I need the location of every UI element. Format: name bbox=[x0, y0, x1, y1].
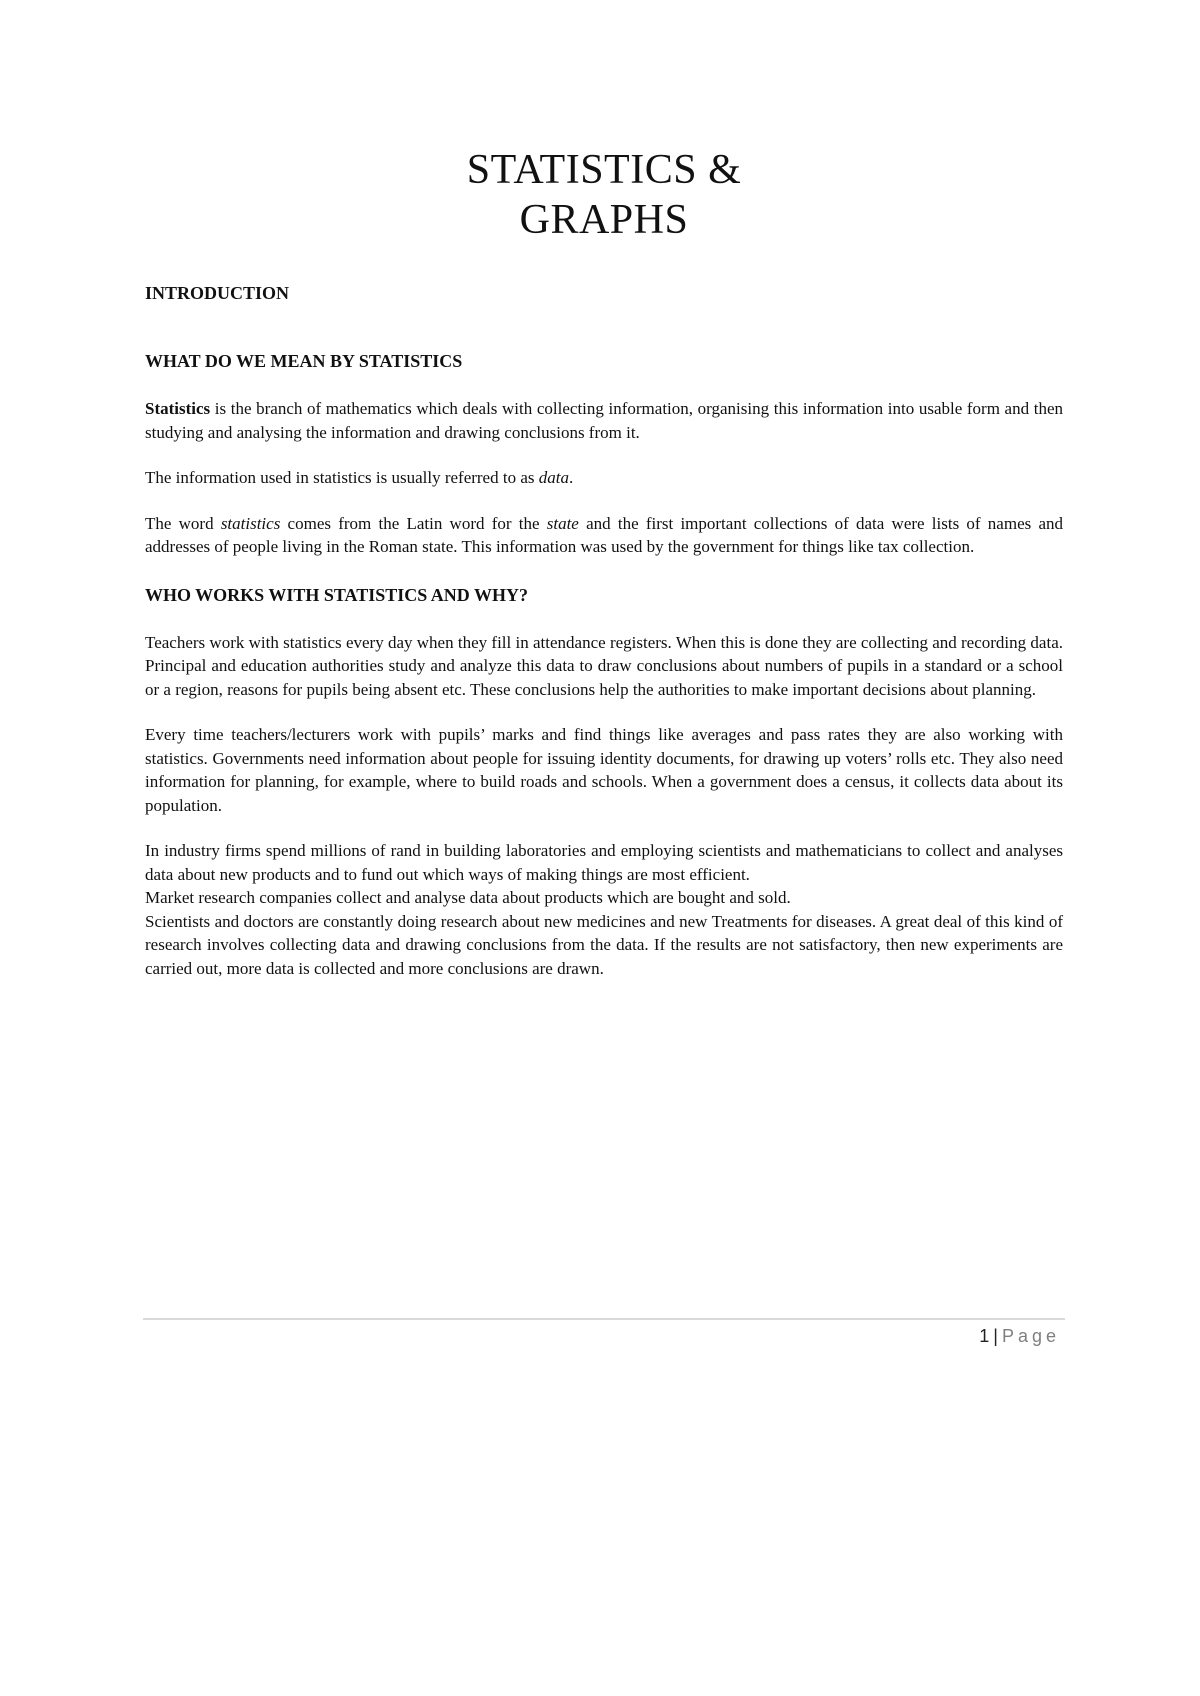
heading-who-works: WHO WORKS WITH STATISTICS AND WHY? bbox=[145, 584, 528, 605]
origin-text-a: The word bbox=[145, 513, 221, 533]
paragraph-industry bbox=[145, 839, 1063, 980]
origin-text-b: comes from the Latin word for the bbox=[280, 513, 547, 533]
heading-introduction: INTRODUCTION bbox=[145, 283, 290, 303]
paragraph-data bbox=[145, 466, 1063, 490]
term-state: state bbox=[546, 513, 579, 533]
definition-text: is the branch of mathematics which deals with collecting information, organising this information into usable form and then studying and analysing the information and drawing conclusions from it. bbox=[145, 399, 1063, 442]
page-word: Page bbox=[1001, 1326, 1060, 1346]
paragraph-origin bbox=[145, 512, 1063, 559]
page-number: 1 bbox=[979, 1326, 990, 1346]
page-separator: | bbox=[993, 1326, 998, 1346]
origin-text-c: and the first important collections of data were lists of names and addresses of people living in the Roman state. This information was used by the government for things like tax collection. bbox=[145, 513, 1063, 556]
title-line-1: STATISTICS & bbox=[466, 147, 742, 193]
page-number-footer bbox=[979, 1326, 1060, 1347]
footer-divider bbox=[143, 1318, 1065, 1320]
industry-line-1: In industry firms spend millions of rand in building laboratories and employing scientists and mathematicians to collect and analyses data about new products and to fund out which ways of making things are most efficient. bbox=[145, 841, 1063, 884]
paragraph-definition bbox=[145, 397, 1063, 444]
term-data: data bbox=[538, 468, 569, 487]
heading-what-do-we-mean: WHAT DO WE MEAN BY STATISTICS bbox=[145, 351, 463, 371]
document-title bbox=[145, 145, 1063, 245]
term-statistics: Statistics bbox=[145, 399, 211, 418]
term-statistics-italic: statistics bbox=[220, 513, 281, 533]
industry-line-2: Market research companies collect and analyse data about products which are bought and sold. bbox=[145, 888, 791, 907]
document-page bbox=[145, 145, 1063, 980]
data-text-after: . bbox=[568, 468, 574, 487]
paragraph-teachers: Teachers work with statistics every day when they fill in attendance registers. When this is done they are collecting and recording data. Principal and education authorities study and analyze this data to draw conclusions about numbers of pupils in a standard or a school or a region, reasons for pupils being absent etc. These conclusions help the authorities to make important decisions about planning. bbox=[145, 632, 1063, 699]
paragraph-governments: Every time teachers/lecturers work with pupils’ marks and find things like averages and pass rates they are also working with statistics. Governments need information about people for issuing identity documents, for drawing up voters’ rolls etc. They also need information for planning, for example, where to build roads and schools. When a government does a census, it collects data about its population. bbox=[145, 725, 1063, 815]
data-text-before: The information used in statistics is usually referred to as bbox=[145, 468, 539, 487]
industry-line-3: Scientists and doctors are constantly doing research about new medicines and new Treatments for diseases. A great deal of this kind of research involves collecting data and drawing conclusions from the data. If the results are not satisfactory, then new experiments are carried out, more data is collected and more conclusions are drawn. bbox=[145, 911, 1063, 978]
title-line-2: GRAPHS bbox=[519, 197, 689, 243]
